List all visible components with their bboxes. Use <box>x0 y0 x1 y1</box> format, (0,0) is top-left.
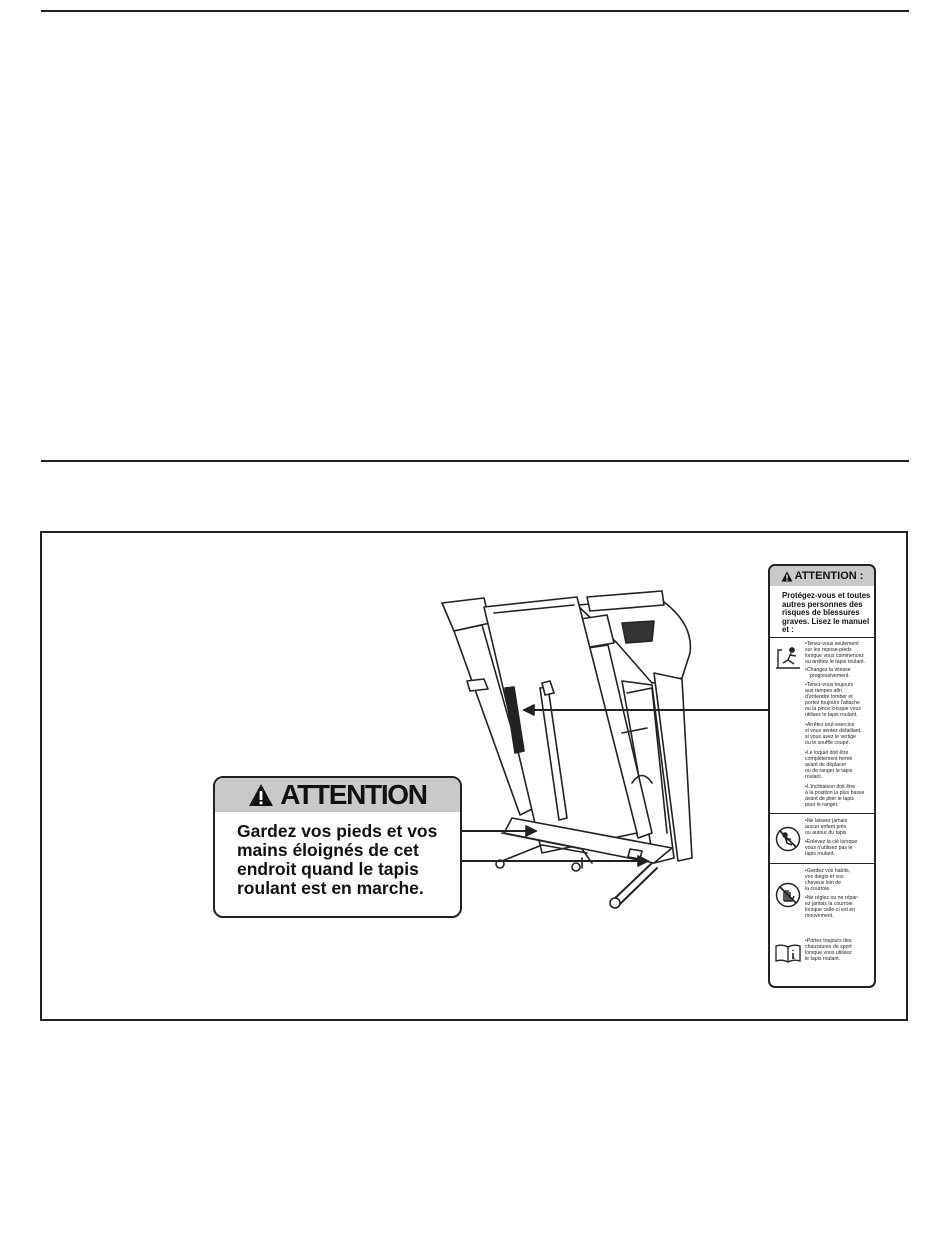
bullet-line: roulant. <box>805 773 823 780</box>
attention-label-large <box>213 776 462 918</box>
bullet-line: cheveux loin de <box>805 879 842 886</box>
bullet-line: à la position la plus basse <box>805 789 865 796</box>
bullet-item <box>805 819 873 837</box>
bullet-line: le tapis roulant. <box>805 955 841 962</box>
step-on-treadmill-icon <box>774 644 802 672</box>
bullet-line: ou le souffle coupé. <box>805 739 850 746</box>
keep-hands-away-icon <box>775 882 801 908</box>
top-rule <box>41 10 909 12</box>
label-line: Gardez vos pieds et vos <box>237 821 438 841</box>
attention-label-tall <box>768 564 876 988</box>
bullet-line: sur les repose-pieds <box>805 646 852 653</box>
bullet-item <box>805 840 873 858</box>
section-divider <box>770 813 874 814</box>
bullet-line: aucun enfant près <box>805 823 847 830</box>
tall-label-header-text: ATTENTION : <box>794 570 864 582</box>
bullet-line: si vous avez le vertige <box>805 733 857 740</box>
treadmill-figure <box>40 531 908 1021</box>
bullet-line: vos doigts et vos <box>805 873 844 880</box>
bullet-line: utilisez le tapis roulant. <box>805 711 858 718</box>
bullet-line: avant de plier le tapis <box>805 795 855 802</box>
bullet-line: pour le ranger. <box>805 801 839 808</box>
warning-triangle-icon <box>781 571 793 582</box>
section-rule <box>41 460 909 462</box>
intro-line: Protégez-vous et toutes <box>782 591 871 600</box>
bullet-item <box>805 785 873 809</box>
section-divider <box>770 637 874 638</box>
bullet-line: mouvement. <box>805 912 834 919</box>
intro-line: et : <box>782 625 794 635</box>
bullet-line: ou de ranger le tapis <box>805 767 853 774</box>
label-header <box>215 778 460 812</box>
bullet-line: lorsque vous utilisez <box>805 949 852 956</box>
bullet-line: progressivement. <box>810 672 850 679</box>
bullet-line: •Arrêtez tout exercice <box>805 722 855 728</box>
bullet-line: complètement fermé <box>805 755 853 762</box>
bullet-line: •Enlevez la clé lorsque <box>805 839 858 845</box>
bullet-item <box>805 642 873 666</box>
bullet-line: •L'inclinaison doit être <box>805 784 856 790</box>
bullet-line: d'entendre tomber et <box>805 693 853 700</box>
bullet-line: aux rampes afin <box>805 687 842 694</box>
bullet-line: •Le loquet doit être <box>805 750 849 756</box>
label-line: roulant est en marche. <box>237 878 424 898</box>
bullet-item <box>805 939 873 963</box>
bullet-line: la courroie. <box>805 885 831 892</box>
intro-line: autres personnes des <box>782 599 863 609</box>
warning-triangle-icon <box>248 783 274 807</box>
bullet-line: vous n'utilisez pas le <box>805 844 853 851</box>
intro-line: graves. Lisez le manuel <box>782 616 870 626</box>
tall-label-intro <box>782 592 872 635</box>
bullet-item <box>805 751 873 781</box>
bullet-line: ez jamais la courroie <box>805 900 853 907</box>
bullet-line: tapis roulant. <box>805 850 835 857</box>
bullet-line: ou autour du tapis <box>805 829 847 836</box>
tall-label-header <box>770 566 874 586</box>
bullet-line: avant de déplacer <box>805 761 847 768</box>
bullet-line: portez toujours l'attache <box>805 699 860 706</box>
bullet-line: ou arrêtez le tapis roulant. <box>805 658 865 665</box>
bullet-item <box>805 723 873 747</box>
bullet-item <box>805 896 873 920</box>
bullet-line: lorsque celle-ci est en <box>805 906 856 913</box>
manual-book-icon <box>774 943 802 963</box>
bullet-item <box>805 869 873 893</box>
label-header-text: ATTENTION <box>280 779 427 810</box>
label-line: mains éloignés de cet <box>237 840 419 860</box>
label-line: endroit quand le tapis <box>237 859 419 879</box>
bullet-line: ou la pince lorsque vous <box>805 705 861 712</box>
bullet-line: •Ne laissez jamais <box>805 818 848 824</box>
label-body <box>237 822 452 898</box>
bullet-line: chaussures de sport <box>805 943 852 950</box>
no-children-icon <box>775 826 801 852</box>
bullet-line: •Ne réglez ou ne répar- <box>805 895 859 901</box>
intro-line: risques de blessures <box>782 608 860 618</box>
bullet-line: •Changez la vitesse <box>805 667 851 673</box>
bullet-line: •Gardez vos habits, <box>805 868 851 874</box>
bullet-line: •Tenez-vous toujours <box>805 682 854 688</box>
bullet-line: lorsque vous commencez <box>805 652 864 659</box>
section-divider <box>770 863 874 864</box>
bullet-item <box>805 683 873 718</box>
bullet-line: •Tenez-vous seulement <box>805 641 859 647</box>
bullet-item <box>805 668 873 680</box>
bullet-line: si vous sentez défaillant, <box>805 727 862 734</box>
bullet-line: •Portez toujours des <box>805 938 852 944</box>
